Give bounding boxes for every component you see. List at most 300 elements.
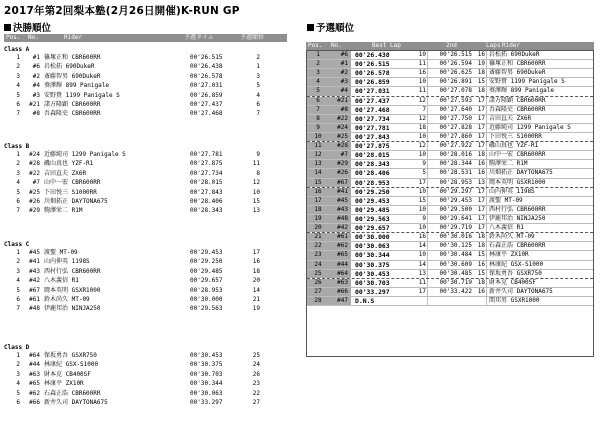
pos-cell: 4 (16, 82, 20, 90)
time-cell: 00'29.657 (190, 277, 223, 285)
table-row (307, 233, 593, 242)
laps-cell: 17 (474, 197, 487, 205)
rider-cell: 吉田直夫 ZX6R (44, 169, 87, 177)
number-cell: #25 (29, 188, 40, 196)
pos-cell: 22 (307, 242, 329, 250)
pos-cell: 2 (307, 60, 329, 68)
best-lap-number-cell: 16 (413, 233, 428, 241)
best-lap-cell: 00'26.515 (351, 60, 413, 68)
qualifying-pos-cell: 6 (256, 101, 260, 108)
best-lap-cell: 00'28.015 (351, 151, 413, 159)
number-cell: #26 (329, 169, 351, 177)
table-row (307, 124, 593, 133)
best-lap-number-cell: 14 (413, 242, 428, 250)
pos-cell: 5 (16, 91, 20, 99)
number-cell: #43 (29, 267, 40, 275)
rider-cell: 林康平 ZX10R (44, 380, 84, 388)
table-row (4, 81, 287, 90)
best-lap-cell: 00'30.000 (351, 233, 413, 241)
best-lap-number-cell: 12 (413, 115, 428, 123)
pos-cell: 18 (307, 206, 329, 214)
rider-cell: 石森正浩 CBR600RR (44, 389, 101, 397)
best-lap-number-cell: 11 (413, 87, 428, 95)
table-row (307, 206, 593, 215)
number-cell: #41 (329, 188, 351, 196)
rider-cell: 林康平 ZX10R (487, 251, 593, 259)
pos-cell: 10 (307, 133, 329, 141)
time-cell: 00'27.437 (190, 101, 223, 108)
table-row (307, 78, 593, 87)
best-lap-number-cell: 9 (413, 160, 428, 168)
best-lap-number-cell (413, 297, 428, 305)
number-cell: #64 (29, 352, 40, 359)
number-cell: #63 (29, 370, 40, 378)
number-cell: #67 (29, 286, 40, 294)
best-lap-cell: 00'27.468 (351, 106, 413, 114)
pos-cell: 3 (16, 370, 20, 378)
table-row (4, 53, 287, 62)
second-lap-cell (428, 297, 474, 305)
laps-cell: 17 (474, 224, 487, 232)
rider-cell: 安野貴 1199 Panigale S (487, 78, 593, 86)
number-cell: #29 (329, 160, 351, 168)
number-cell: #43 (329, 206, 351, 214)
laps-cell: 17 (474, 133, 487, 141)
rider-cell: 保坂勇吾 GSXR750 (44, 352, 97, 359)
best-lap-cell: 00'29.485 (351, 206, 413, 214)
rider-cell: 篠塚正和 CBR600RR (487, 60, 593, 68)
best-lap-cell: 00'27.031 (351, 87, 413, 95)
pos-cell: 15 (307, 179, 329, 187)
rider-cell: 川畑拓正 DAYTONA675 (487, 169, 593, 177)
rider-cell: 斎藤智男 690DukeR (487, 69, 593, 77)
table-row (307, 270, 593, 279)
laps-cell: 16 (474, 51, 487, 59)
pos-cell: 6 (16, 198, 20, 205)
second-lap-cell: 00'27.640 (428, 106, 474, 114)
second-lap-cell: 00'29.500 (428, 206, 474, 214)
number-cell: #45 (29, 249, 40, 256)
square-bullet-icon (307, 24, 314, 31)
pos-cell: 2 (16, 63, 20, 71)
best-lap-number-cell: 10 (413, 151, 428, 159)
pos-cell: 2 (16, 361, 20, 369)
number-cell: #48 (29, 305, 40, 313)
number-cell: #3 (32, 91, 40, 99)
time-cell: 00'29.485 (190, 267, 223, 275)
number-cell: #65 (329, 251, 351, 259)
table-row (4, 295, 287, 304)
rider-cell: 吉田直夫 ZX6R (487, 115, 593, 123)
best-lap-number-cell: 16 (413, 69, 428, 77)
table-row (307, 133, 593, 142)
second-lap-cell: 00'26.625 (428, 69, 474, 77)
second-lap-cell: 00'27.750 (428, 115, 474, 123)
time-cell: 00'26.578 (190, 72, 223, 80)
pos-cell: 6 (16, 399, 20, 406)
number-cell: #8 (32, 110, 40, 118)
pos-cell: 4 (307, 78, 329, 86)
rider-cell: 篠塚正和 CBR600RR (44, 54, 101, 61)
table-row (4, 267, 287, 276)
table-row (307, 60, 593, 69)
rider-cell: 諸方隆顕 CBR600RR (44, 101, 101, 108)
pos-cell: 4 (16, 179, 20, 187)
rider-cell: 駒澤栄二 R1M (44, 207, 83, 215)
number-cell: #22 (29, 169, 40, 177)
laps-cell: 16 (474, 160, 487, 168)
best-lap-cell: 00'30.063 (351, 242, 413, 250)
number-cell: #42 (329, 224, 351, 232)
laps-cell: 17 (474, 97, 487, 105)
pos-cell: 7 (16, 305, 20, 313)
number-cell: #63 (329, 279, 351, 287)
qualifying-pos-cell: 7 (256, 110, 260, 118)
rider-cell: 斎藤智男 690DukeR (44, 72, 101, 80)
rider-cell: 磯山真也 YZF-R1 (44, 160, 94, 168)
pos-cell: 23 (307, 251, 329, 259)
rider-cell: 岡本英明 GSXR1000 (487, 179, 593, 187)
number-cell: #62 (329, 242, 351, 250)
rider-cell: 新井久司 DAYTONA675 (487, 288, 593, 296)
pos-cell: 2 (16, 258, 20, 266)
time-cell: 00'26.438 (190, 63, 223, 71)
time-cell: 00'30.375 (190, 361, 223, 369)
table-row (307, 97, 593, 106)
second-lap-cell: 00'30.484 (428, 251, 474, 259)
pos-cell: 25 (307, 270, 329, 278)
laps-cell: 18 (474, 279, 487, 287)
rider-cell: 石森正浩 CBR600RR (487, 242, 593, 250)
qualifying-heading: 予選順位 (307, 20, 354, 34)
laps-cell: 15 (474, 270, 487, 278)
table-row (4, 286, 287, 295)
rider-cell: 八木義信 R1 (44, 277, 79, 285)
table-row (4, 398, 287, 407)
pos-cell: 7 (307, 106, 329, 114)
number-cell: #28 (329, 142, 351, 150)
table-row (4, 100, 287, 109)
qualifying-pos-cell: 16 (252, 258, 260, 266)
rider-cell: 吾森隆史 CBR600RR (487, 106, 593, 114)
table-row (307, 115, 593, 124)
second-lap-cell: 00'27.593 (428, 97, 474, 105)
best-lap-cell: 00'30.375 (351, 261, 413, 269)
qualifying-pos-cell: 24 (252, 361, 260, 369)
pos-cell: 3 (16, 267, 20, 275)
qualifying-table (307, 51, 593, 306)
second-lap-cell: 00'26.891 (428, 78, 474, 86)
table-row (4, 248, 287, 257)
qualifying-pos-cell: 4 (256, 91, 260, 99)
pos-cell: 1 (16, 151, 20, 158)
table-row (307, 87, 593, 96)
second-lap-cell: 00'29.297 (428, 188, 474, 196)
table-row (307, 297, 593, 306)
number-cell: #47 (329, 297, 351, 305)
laps-cell: 18 (474, 87, 487, 95)
table-row (307, 197, 593, 206)
qualifying-pos-cell: 12 (252, 179, 260, 187)
second-lap-cell: 00'30.125 (428, 242, 474, 250)
time-cell: 00'27.843 (190, 188, 223, 196)
pos-cell: 13 (307, 160, 329, 168)
laps-cell: 18 (474, 242, 487, 250)
time-cell: 00'26.515 (190, 54, 223, 61)
pos-cell: 6 (16, 296, 20, 303)
table-row (307, 69, 593, 78)
time-cell: 00'27.875 (190, 160, 223, 168)
laps-cell: 16 (474, 169, 487, 177)
rider-cell: 西村行弘 CBR600RR (487, 206, 593, 214)
rider-cell: 磯山真也 YZF-R1 (487, 142, 593, 150)
pos-cell: 5 (16, 188, 20, 196)
table-row (4, 72, 287, 81)
number-cell: #66 (329, 288, 351, 296)
rider-cell: 新井久司 DAYTONA675 (44, 399, 108, 406)
number-cell: #7 (329, 151, 351, 159)
qualifying-pos-cell: 18 (252, 267, 260, 275)
number-cell: #29 (29, 207, 40, 215)
rider-cell: 渡聖 MT-09 (487, 197, 593, 205)
best-lap-cell: 00'26.859 (351, 78, 413, 86)
laps-cell: 19 (474, 60, 487, 68)
laps-cell: 18 (474, 151, 487, 159)
rider-cell: 財本克 CB400SF (44, 370, 91, 378)
laps-cell: 15 (474, 251, 487, 259)
number-cell: #2 (329, 69, 351, 77)
best-lap-number-cell: 15 (413, 197, 428, 205)
best-lap-cell: 00'29.453 (351, 197, 413, 205)
second-lap-cell: 00'30.016 (428, 233, 474, 241)
pos-cell: 3 (16, 169, 20, 177)
laps-cell: 17 (474, 206, 487, 214)
pos-cell: 11 (307, 142, 329, 150)
best-lap-cell: 00'27.781 (351, 124, 413, 132)
best-lap-number-cell: 10 (413, 78, 428, 86)
table-row (307, 51, 593, 60)
table-row (4, 91, 287, 100)
table-row (4, 276, 287, 285)
best-lap-cell: 00'29.563 (351, 215, 413, 223)
number-cell: #64 (329, 270, 351, 278)
class-label: Class D (4, 344, 30, 351)
table-row (4, 351, 287, 360)
number-cell: #3 (329, 78, 351, 86)
best-lap-cell: 00'29.657 (351, 224, 413, 232)
pos-cell: 1 (16, 249, 20, 256)
best-lap-cell: 00'27.437 (351, 97, 413, 105)
qualifying-pos-cell: 14 (252, 286, 260, 294)
laps-cell: 16 (474, 261, 487, 269)
rider-cell: 岡本英明 GSXR1000 (44, 286, 101, 294)
time-cell: 00'30.000 (190, 296, 223, 303)
qualifying-pos-cell: 26 (252, 370, 260, 378)
second-lap-cell: 00'26.515 (428, 51, 474, 59)
table-row (307, 215, 593, 224)
time-cell: 00'28.343 (190, 207, 223, 215)
best-lap-cell: 00'28.953 (351, 179, 413, 187)
qualifying-pos-cell: 1 (256, 63, 260, 71)
table-row (4, 197, 287, 206)
number-cell: #2 (32, 72, 40, 80)
second-lap-cell: 00'26.594 (428, 60, 474, 68)
rider-cell: 葵澤輝 899 Panigale (44, 82, 109, 90)
table-row (307, 106, 593, 115)
table-row (307, 224, 593, 233)
second-lap-cell: 00'29.641 (428, 215, 474, 223)
time-cell: 00'27.031 (190, 82, 223, 90)
table-row (4, 360, 287, 369)
number-cell: #61 (29, 296, 40, 303)
number-cell: #44 (329, 261, 351, 269)
number-cell: #6 (32, 63, 40, 71)
rider-cell: 岩松拓 690DukeR (44, 63, 95, 71)
square-bullet-icon (4, 24, 11, 31)
rider-cell: 下田悦三 S1000RR (487, 133, 593, 141)
table-row (307, 160, 593, 169)
pos-cell: 17 (307, 197, 329, 205)
pos-cell: 1 (16, 54, 20, 61)
best-lap-cell: D.N.S (351, 297, 413, 305)
number-cell: #61 (329, 233, 351, 241)
time-cell: 00'27.734 (190, 169, 223, 177)
best-lap-number-cell: 11 (413, 60, 428, 68)
laps-cell: 18 (474, 233, 487, 241)
table-row (307, 142, 593, 151)
laps-cell (474, 297, 487, 305)
second-lap-cell: 00'27.860 (428, 133, 474, 141)
pos-cell: 5 (16, 286, 20, 294)
rider-cell: 山中一宏 CBR600RR (487, 151, 593, 159)
best-lap-number-cell: 5 (413, 169, 428, 177)
table-row (4, 206, 287, 215)
best-lap-number-cell: 14 (413, 261, 428, 269)
best-lap-number-cell: 10 (413, 188, 428, 196)
number-cell: #21 (29, 101, 40, 108)
qualifying-pos-cell: 19 (252, 305, 260, 313)
table-row (4, 159, 287, 168)
time-cell: 00'29.250 (190, 258, 223, 266)
pos-cell: 9 (307, 124, 329, 132)
table-row (307, 251, 593, 260)
number-cell: #7 (32, 179, 40, 187)
time-cell: 00'33.297 (190, 399, 223, 406)
second-lap-cell: 00'33.422 (428, 288, 474, 296)
best-lap-number-cell: 12 (413, 142, 428, 150)
qualifying-header: Pos. No. Best Lap 2nd Laps Rider (306, 42, 594, 50)
number-cell: #42 (29, 277, 40, 285)
table-row (4, 379, 287, 388)
pos-cell: 3 (307, 69, 329, 77)
time-cell: 00'29.563 (190, 305, 223, 313)
second-lap-cell: 00'29.719 (428, 224, 474, 232)
time-cell: 00'28.953 (190, 286, 223, 294)
pos-cell: 26 (307, 279, 329, 287)
qualifying-pos-cell: 9 (256, 151, 260, 158)
qualifying-pos-cell: 10 (252, 188, 260, 196)
pos-cell: 21 (307, 233, 329, 241)
rider-cell: 山中一宏 CBR600RR (44, 179, 101, 187)
rider-cell: 川畑拓正 DAYTONA675 (44, 198, 108, 205)
best-lap-number-cell: 10 (413, 133, 428, 141)
rider-cell: 伊鹿邦治 NINJA250 (487, 215, 593, 223)
qualifying-pos-cell: 8 (256, 169, 260, 177)
best-lap-number-cell: 12 (413, 97, 428, 105)
pos-cell: 14 (307, 169, 329, 177)
pos-cell: 28 (307, 297, 329, 305)
pos-cell: 6 (16, 101, 20, 108)
pos-cell: 5 (307, 87, 329, 95)
laps-cell: 17 (474, 215, 487, 223)
second-lap-cell: 00'28.016 (428, 151, 474, 159)
best-lap-number-cell: 13 (413, 270, 428, 278)
laps-cell: 15 (474, 78, 487, 86)
page-title: 2017年第2回梨本塾(2月26日開催)K-RUN GP (4, 5, 240, 17)
rider-cell: 伊鹿邦治 NINJA250 (44, 305, 101, 313)
rider-cell: 近藤純司 1299 Panigale S (44, 151, 126, 158)
qualifying-pos-cell: 11 (252, 160, 260, 168)
rider-cell: 山内伸英 1198S (44, 258, 90, 266)
best-lap-number-cell: 9 (413, 215, 428, 223)
qualifying-pos-cell: 3 (256, 72, 260, 80)
time-cell: 00'29.453 (190, 249, 223, 256)
number-cell: #62 (29, 389, 40, 397)
second-lap-cell: 00'28.344 (428, 160, 474, 168)
pos-cell: 1 (307, 51, 329, 59)
table-row (4, 178, 287, 187)
table-row (307, 242, 593, 251)
pos-cell: 4 (16, 277, 20, 285)
best-lap-cell: 00'26.438 (351, 51, 413, 59)
time-cell: 00'27.468 (190, 110, 223, 118)
pos-cell: 1 (16, 352, 20, 359)
best-lap-cell: 00'28.406 (351, 169, 413, 177)
number-cell: #4 (329, 87, 351, 95)
second-lap-cell: 00'28.531 (428, 169, 474, 177)
qualifying-pos-cell: 22 (252, 389, 260, 397)
best-lap-number-cell: 10 (413, 51, 428, 59)
rider-cell: 鈴木尚久 MT-09 (44, 296, 90, 303)
best-lap-number-cell: 7 (413, 106, 428, 114)
qualifying-pos-cell: 25 (252, 352, 260, 359)
number-cell: #24 (329, 124, 351, 132)
rider-cell: 安野貴 1199 Panigale S (44, 91, 120, 99)
pos-cell: 8 (307, 115, 329, 123)
time-cell: 00'28.406 (190, 198, 223, 205)
qualifying-pos-cell: 21 (252, 296, 260, 303)
table-row (307, 288, 593, 297)
rider-cell: 諸方隆顕 CBR600RR (487, 97, 593, 105)
laps-cell: 18 (474, 69, 487, 77)
number-cell: #4 (32, 82, 40, 90)
best-lap-cell: 00'30.703 (351, 279, 413, 287)
second-lap-cell: 00'27.922 (428, 142, 474, 150)
number-cell: #1 (32, 54, 40, 61)
best-lap-number-cell: 11 (413, 279, 428, 287)
best-lap-cell: 00'29.250 (351, 188, 413, 196)
rider-cell: 葵澤輝 899 Panigale (487, 87, 593, 95)
best-lap-cell: 00'30.453 (351, 270, 413, 278)
best-lap-number-cell: 10 (413, 224, 428, 232)
pos-cell: 7 (16, 207, 20, 215)
best-lap-number-cell: 17 (413, 288, 428, 296)
number-cell: #22 (329, 115, 351, 123)
time-cell: 00'30.453 (190, 352, 223, 359)
best-lap-cell: 00'30.344 (351, 251, 413, 259)
number-cell: #65 (29, 380, 40, 388)
class-label: Class B (4, 143, 30, 150)
